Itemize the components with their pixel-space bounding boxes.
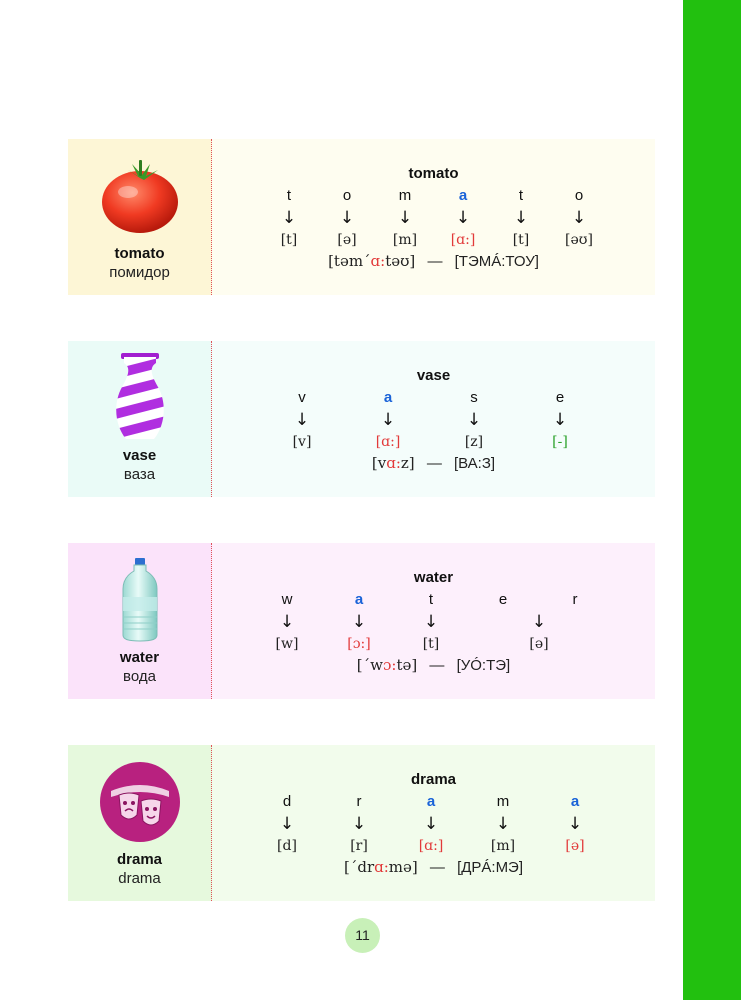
letter: a xyxy=(354,591,364,608)
ipa-part: mə] xyxy=(388,858,418,876)
sound: [d] xyxy=(277,838,297,854)
sound: [m] xyxy=(392,232,418,248)
down-arrow-icon: ↓ xyxy=(567,814,583,834)
letter-sound-column xyxy=(269,185,309,251)
letter-sound-column xyxy=(339,589,379,655)
phonetics-title: water xyxy=(413,569,454,586)
down-arrow-icon: ↓ xyxy=(380,410,396,430)
sound: [t] xyxy=(422,636,440,652)
letter: a xyxy=(570,793,580,810)
phonetics-panel xyxy=(212,139,655,295)
sound: [əʊ] xyxy=(565,232,593,248)
tomato-icon xyxy=(95,151,185,241)
down-arrow-icon: ↓ xyxy=(466,410,482,430)
ipa-transcription xyxy=(357,656,417,674)
down-arrow-icon: ↓ xyxy=(294,410,310,430)
theater-masks-icon xyxy=(95,757,185,847)
sound: [-] xyxy=(552,434,568,450)
russian-transcription: [ВА:З] xyxy=(454,455,496,472)
ipa-part: [v xyxy=(371,454,387,472)
down-arrow-icon: ↓ xyxy=(351,814,367,834)
phonetics-title: vase xyxy=(416,367,451,384)
dash: — xyxy=(427,253,443,270)
sound: [ɔ:] xyxy=(347,636,371,652)
down-arrow-icon: ↓ xyxy=(495,814,511,834)
sound: [w] xyxy=(275,636,299,652)
letter-sound-column xyxy=(385,185,425,251)
ipa-transcription xyxy=(328,252,415,270)
ipa-part: [´w xyxy=(356,656,383,674)
sound: [ə] xyxy=(337,232,357,248)
word-english: tomato xyxy=(114,245,165,262)
letter-sound-column xyxy=(411,589,451,655)
letter-sound-column xyxy=(483,791,523,857)
word-english: vase xyxy=(122,447,157,464)
letter: r xyxy=(572,591,578,608)
letter-sound-column xyxy=(282,387,322,453)
sound: [z] xyxy=(464,434,484,450)
word-translation: ваза xyxy=(123,466,156,483)
sound: [m] xyxy=(490,838,516,854)
down-arrow-icon: ↓ xyxy=(571,208,587,228)
letter: d xyxy=(282,793,292,810)
down-arrow-icon: ↓ xyxy=(552,410,568,430)
letter-sound-column xyxy=(555,791,595,857)
ipa-transcription xyxy=(344,858,418,876)
down-arrow-icon: ↓ xyxy=(397,208,413,228)
word-card-vase xyxy=(68,341,655,497)
letter-sound-column xyxy=(443,185,483,251)
down-arrow-icon: ↓ xyxy=(423,612,439,632)
letter: t xyxy=(428,591,434,608)
sound: [ɑ:] xyxy=(375,434,401,450)
water-bottle-icon xyxy=(95,555,185,645)
sound: [ɑ:] xyxy=(450,232,476,248)
letter-sound-column xyxy=(411,791,451,857)
word-card-tomato xyxy=(68,139,655,295)
letter: m xyxy=(398,187,412,204)
letter: o xyxy=(342,187,352,204)
down-arrow-icon: ↓ xyxy=(351,612,367,632)
ipa-part: təʊ] xyxy=(385,252,416,270)
transcription-line xyxy=(212,252,655,270)
ipa-highlight: ɔ: xyxy=(382,656,397,674)
letter: s xyxy=(470,389,478,406)
letter: o xyxy=(574,187,584,204)
sound: [ə] xyxy=(565,838,585,854)
transcription-line xyxy=(212,454,655,472)
down-arrow-icon: ↓ xyxy=(279,612,295,632)
word-english: water xyxy=(119,649,160,666)
card-image-panel xyxy=(68,341,212,497)
letter: e xyxy=(555,389,565,406)
down-arrow-icon: ↓ xyxy=(423,814,439,834)
letter-sound-column xyxy=(483,589,523,655)
russian-transcription: [ТЭМÁ:ТОУ] xyxy=(454,253,539,270)
card-image-panel xyxy=(68,543,212,699)
phonetics-title: drama xyxy=(410,771,457,788)
letter: m xyxy=(496,793,510,810)
letter-sound-column xyxy=(368,387,408,453)
letter: t xyxy=(286,187,292,204)
letter: r xyxy=(356,793,362,810)
word-translation: помидор xyxy=(109,264,170,281)
word-translation: вода xyxy=(123,668,156,685)
letter-sound-column xyxy=(339,791,379,857)
card-image-panel xyxy=(68,745,212,901)
word-translation: drama xyxy=(118,870,161,887)
phonetics-panel xyxy=(212,341,655,497)
letter: t xyxy=(518,187,524,204)
russian-transcription: [УÓ:ТЭ] xyxy=(456,657,511,674)
side-color-bar xyxy=(683,0,741,1000)
down-arrow-icon xyxy=(483,611,523,633)
letter: v xyxy=(298,389,306,406)
sound xyxy=(483,633,523,655)
sound: [ə] xyxy=(529,636,549,652)
transcription-line xyxy=(212,656,655,674)
down-arrow-icon: ↓ xyxy=(455,208,471,228)
ipa-part: tə] xyxy=(396,656,418,674)
card-image-panel xyxy=(68,139,212,295)
down-arrow-icon: ↓ xyxy=(279,814,295,834)
letter: e xyxy=(498,591,508,608)
ipa-transcription xyxy=(372,454,415,472)
ipa-part: [´dr xyxy=(343,858,375,876)
letter-sound-column xyxy=(559,185,599,251)
down-arrow-icon: ↓ xyxy=(513,208,529,228)
word-english: drama xyxy=(116,851,163,868)
sound: [v] xyxy=(292,434,312,450)
letter-sound-column xyxy=(327,185,367,251)
down-arrow-icon: ↓ xyxy=(339,208,355,228)
phonetics-title: tomato xyxy=(408,165,459,182)
letter-sound-column xyxy=(267,791,307,857)
down-arrow-icon: ↓ xyxy=(281,208,297,228)
page-number: 11 xyxy=(345,918,380,953)
letter-sound-column xyxy=(540,387,580,453)
word-card-drama xyxy=(68,745,655,901)
letter: a xyxy=(426,793,436,810)
letter: a xyxy=(383,389,393,406)
letter-sound-column xyxy=(267,589,307,655)
ipa-highlight: ɑ: xyxy=(386,454,401,472)
ipa-highlight: ɑ: xyxy=(370,252,386,270)
vase-icon xyxy=(95,353,185,443)
ipa-highlight: ɑ: xyxy=(374,858,389,876)
dash: — xyxy=(426,455,442,472)
sound: [r] xyxy=(350,838,368,854)
ipa-part: [təm´ xyxy=(328,252,371,270)
transcription-line xyxy=(212,858,655,876)
letter-sound-column xyxy=(501,185,541,251)
sound: [ɑ:] xyxy=(418,838,444,854)
letter-sound-column xyxy=(454,387,494,453)
dash: — xyxy=(429,657,445,674)
sound: [t] xyxy=(280,232,298,248)
sound: [t] xyxy=(512,232,530,248)
phonetics-panel xyxy=(212,745,655,901)
word-card-water xyxy=(68,543,655,699)
ipa-part: z] xyxy=(400,454,415,472)
down-arrow-icon: ↓ xyxy=(531,612,547,632)
russian-transcription: [ДРÁ:МЭ] xyxy=(457,859,524,876)
letter: a xyxy=(458,187,468,204)
phonetics-panel xyxy=(212,543,655,699)
dash: — xyxy=(429,859,445,876)
letter-sound-column xyxy=(529,589,595,655)
letter: w xyxy=(281,591,293,608)
